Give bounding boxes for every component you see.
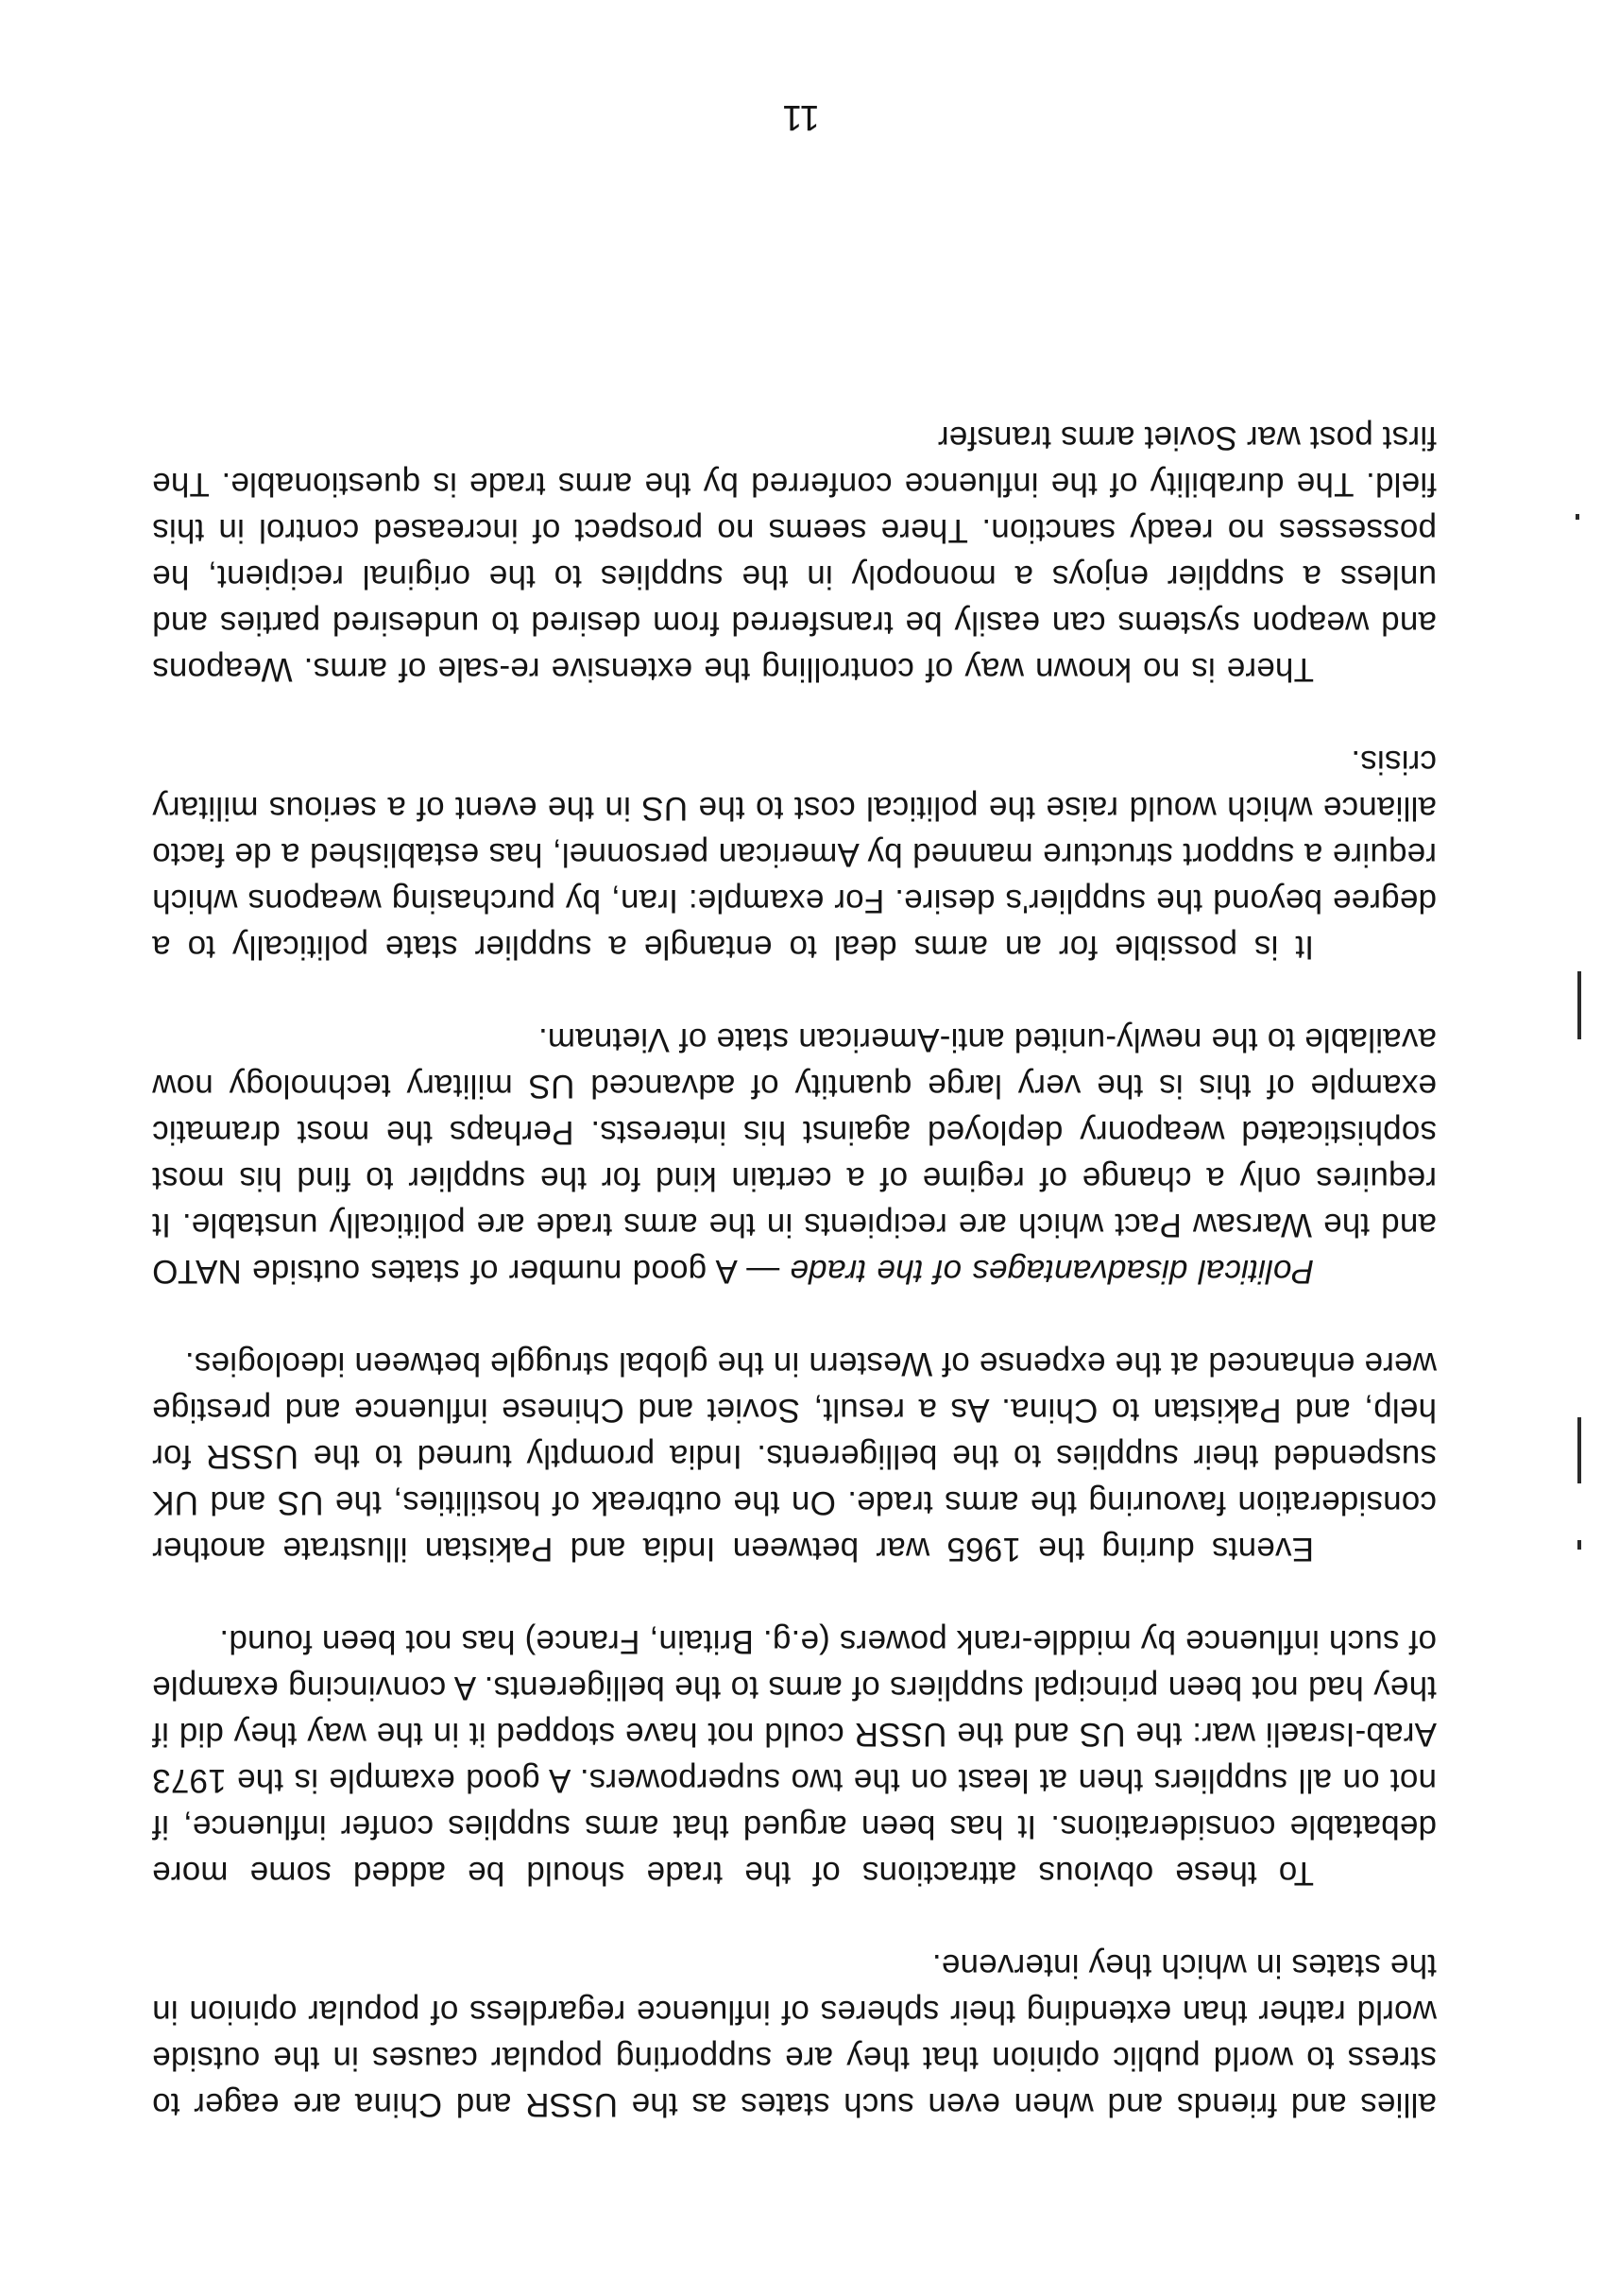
page-number: 11 [782, 97, 820, 137]
paragraph-2 [152, 1619, 1437, 1896]
scan-mark [1577, 1417, 1581, 1483]
paragraph-4-text: — A good number of states outside NATO and the Warsaw Pact which are recipients in the arms trade are politically unstable. It requires only a change of regime of a certain kind for the supplier to find his most sophisticated weaponry deployed against his interests. Perhaps the most dramatic example of this is the very large quantity of advanced US military technology now available to the newly-united anti-American state of Vietnam. [152, 1021, 1437, 1290]
scan-mark [1576, 514, 1579, 520]
paragraph-6 [152, 415, 1437, 693]
paragraph-1 [152, 1943, 1437, 2128]
section-heading-political-disadvantages: Political disadvantages of the trade [790, 1253, 1314, 1290]
paragraph-2-text: To these obvious attractions of the trade should be added some more debatable considerations. It has been argued that arms supplies confer influence, if not on all suppliers then at least on the two superpowers. A good example is the 1973 Arab-Israeli war: the US and the USSR could not have stopped it in the way they did if they had not been principal suppliers of arms to the belligerents. A convincing example of such influence by middle-rank powers (e.g. Britain, France) has not been found. [152, 1623, 1437, 1892]
body-text-column [152, 368, 1437, 2128]
paragraph-3-text: Events during the 1965 war between India and Pakistan illustrate another consideration favouring the arms trade. On the outbreak of hostilities, the US and UK suspended their supplies to the belligerents. India promptly turned to the USSR for help, and Pakistan to China. As a result, Soviet and Chinese influence and prestige were enhanced at the expense of Western in the global struggle between ideologies. [152, 1345, 1437, 1568]
paragraph-1-text: allies and friends and when even such states as the USSR and China are eager to stress to world public opinion that they are supporting popular causes in the outside world rather than extending their spheres of influence regardless of popular opinion in the states in which they intervene. [152, 1947, 1437, 2123]
paragraph-5 [152, 739, 1437, 970]
scan-mark [1577, 1540, 1581, 1550]
scan-mark [1577, 971, 1581, 1039]
paragraph-6-text: There is no known way of controlling the extensive re-sale of arms. Weapons and weapon systems can easily be transferred from desired to undesired parties and unless a supplier enjoys a monopoly in the supplies to the original recipient, he possesses no ready sanction. There seems no prospect of increased control in this field. The durability of the influence conferred by the arms trade is questionable. The first post war Soviet arms transfer [152, 420, 1437, 688]
paragraph-5-text: It is possible for an arms deal to entangle a supplier state politically to a degree beyond the supplier's desire. For example: Iran, by purchasing weapons which require a support structure manned by American personnel, has established a de facto alliance which would raise the political cost to the US in the event of a serious military crisis. [152, 744, 1437, 966]
paragraph-3 [152, 1341, 1437, 1572]
paragraph-4 [152, 1017, 1437, 1294]
